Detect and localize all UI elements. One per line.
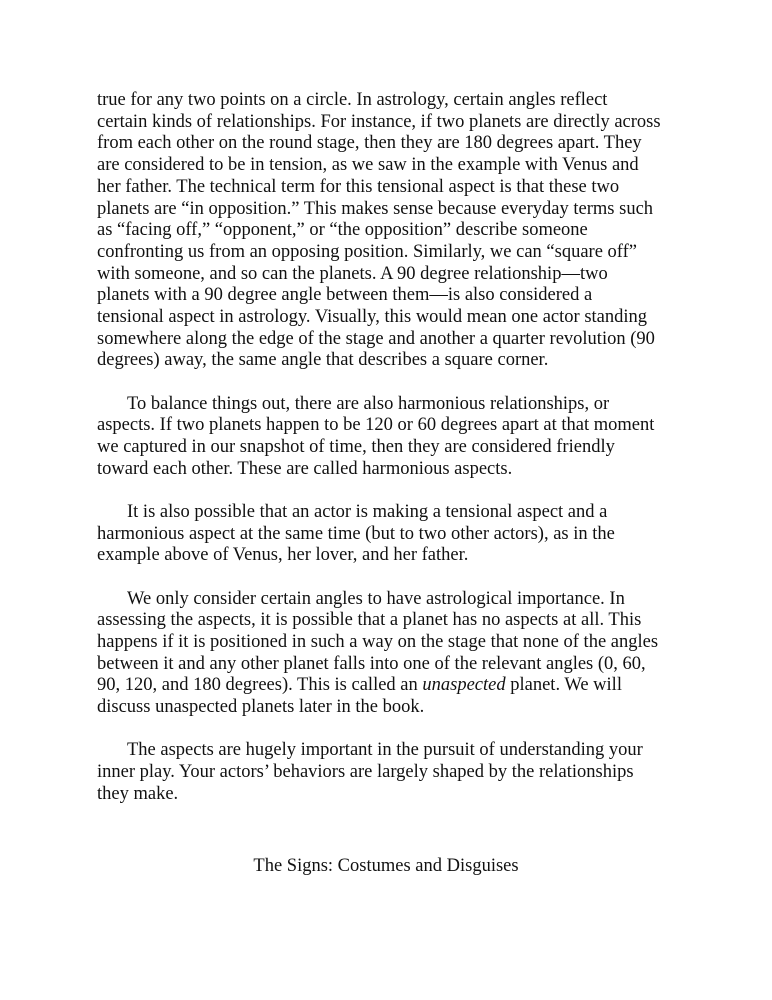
- text-line: planets with a 90 degree angle between them—is also considered a: [97, 285, 593, 306]
- text-line: with someone, and so can the planets. A 90 degree relationship—two: [97, 263, 608, 284]
- text-line: assessing the aspects, it is possible that a planet has no aspects at all. This: [97, 610, 642, 631]
- text-line: from each other on the round stage, then they are 180 degrees apart. They: [97, 133, 642, 154]
- section-heading: The Signs: Costumes and Disguises: [253, 856, 519, 876]
- paragraph-5: [97, 740, 687, 805]
- text-line-with-italic: [97, 675, 687, 697]
- text-line: planets are “in opposition.” This makes sense because everyday terms such: [97, 198, 654, 219]
- text-run: planet. We will: [505, 675, 622, 696]
- text-line: confronting us from an opposing position. Similarly, we can “square off”: [97, 241, 637, 262]
- text-line: are considered to be in tension, as we saw in the example with Venus and: [97, 155, 639, 176]
- text-run: 90, 120, and 180 degrees). This is called an: [97, 675, 423, 696]
- text-line: we captured in our snapshot of time, then they are considered friendly: [97, 437, 615, 458]
- text-line: tensional aspect in astrology. Visually, this would mean one actor standing: [97, 307, 648, 328]
- text-line: happens if it is positioned in such a way on the stage that none of the angles: [97, 631, 659, 652]
- text-line: To balance things out, there are also harmonious relationships, or: [127, 393, 610, 414]
- paragraph-1: [97, 90, 687, 372]
- text-line: The aspects are hugely important in the pursuit of understanding your: [127, 740, 643, 761]
- italic-term: unaspected: [422, 675, 506, 696]
- text-line: We only consider certain angles to have astrological importance. In: [127, 588, 625, 609]
- text-line: somewhere along the edge of the stage and another a quarter revolution (90: [97, 328, 655, 349]
- text-line: inner play. Your actors’ behaviors are largely shaped by the relationships: [97, 761, 634, 782]
- text-line: toward each other. These are called harmonious aspects.: [97, 458, 513, 479]
- text-line: her father. The technical term for this tensional aspect is that these two: [97, 176, 620, 197]
- text-line: harmonious aspect at the same time (but to two other actors), as in the: [97, 523, 615, 544]
- text-line: between it and any other planet falls into one of the relevant angles (0, 60,: [97, 653, 646, 674]
- text-line: aspects. If two planets happen to be 120 or 60 degrees apart at that moment: [97, 415, 655, 436]
- text-line: true for any two points on a circle. In astrology, certain angles reflect: [97, 90, 608, 110]
- paragraph-4: [97, 589, 687, 719]
- page-body: [97, 90, 687, 827]
- text-line: It is also possible that an actor is making a tensional aspect and a: [127, 501, 608, 522]
- text-line: as “facing off,” “opponent,” or “the opposition” describe someone: [97, 220, 588, 241]
- text-line: example above of Venus, her lover, and her father.: [97, 545, 469, 566]
- text-line: degrees) away, the same angle that describes a square corner.: [97, 350, 549, 371]
- paragraph-3: [97, 502, 687, 567]
- paragraph-2: [97, 394, 687, 481]
- text-line: certain kinds of relationships. For instance, if two planets are directly across: [97, 111, 661, 132]
- text-line: they make.: [97, 783, 179, 804]
- text-line: discuss unaspected planets later in the book.: [97, 697, 425, 718]
